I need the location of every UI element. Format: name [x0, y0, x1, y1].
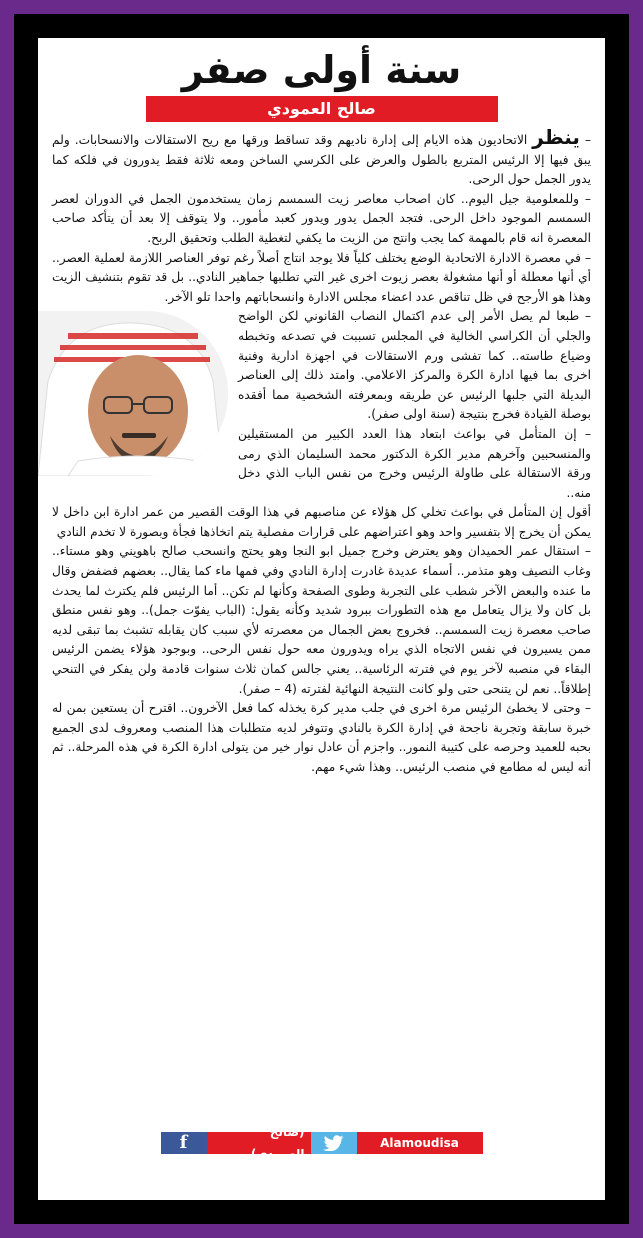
article-paper [38, 38, 605, 1200]
paragraph-1: – ينظر الاتحاديون هذه الايام إلى إدارة ناديهم وقد تساقط ورقها مع ريح الاستقالات والانسحابات. ولم يبق فيها إلا الرئيس المتربع بالطول والعرض على الكرسي الساخن ومعه ثلاثة فقط يدورون في فلكه كما يدور الجمل حول الرحى. [52, 125, 592, 187]
inner-black-border [28, 28, 615, 1210]
paragraph-4: – طبعا لم يصل الأمر إلى عدم اكتمال النصاب القانوني لكن الواضح والجلي أن الكراسي الخالية في المجلس تسببت في تصدعه وتخبطه وضياع طاسته.. كما تفشى ورم الاستقالات في اجهزة ادارية وفنية اخرى بما فيها ادارة الكرة والمركز الاعلامي. وامتد ذلك إلى العناصر البديلة التي جلبها الرئيس عن طريقه وبمعرفته الشخصية مما أفقده بوصلة القيادة فخرج بنتيجة (سنة اولى صفر). [238, 309, 591, 422]
facebook-name: (صالح العمودي) [207, 1132, 311, 1154]
author-photo [38, 311, 228, 476]
twitter-icon [311, 1132, 357, 1154]
paragraph-2: – وللمعلومية جيل اليوم.. كان اصحاب معاصر زيت السمسم زمان يستخدمون الجمل في الدوران لعصر السمسم الموجود داخل الرحى. فتجد الجمل يدور ويدور كعبد مأمور.. ولا يتوقف إلا بعد أن يتأكد صاحب المعصرة انه قام بالمهمة كما يجب وانتج من الزيت ما يكفي لتغطية الطلب وتحقيق الربح. [52, 191, 591, 245]
paragraph-8: – وحتى لا يخطئ الرئيس مرة اخرى في جلب مدير كرة يخذله كما فعل الآخرون.. اقترح أن يستعين بمن له خبرة سابقة وتجربة ناجحة في إدارة الكرة بالنادي وتتوفر لديه متطلبات هذا المنصب ومعروف لدى الجميع بحبه للعميد وحرصه على كتيبة النمور.. واجزم أن عادل نوار خير من يتولى ادارة الكرة في هذه المرحلة.. ثم أنه ليس له مطامع في منصب الرئيس.. وهذا شيء مهم. [52, 701, 591, 774]
facebook-icon [161, 1132, 207, 1154]
twitter-handle: Alamoudisa [357, 1132, 483, 1154]
author-portrait-image [38, 311, 228, 476]
paragraph-5: – إن المتأمل في بواعث ابتعاد هذا العدد الكبير من المستقيلين والمنسحبين وآخرهم مدير الكرة الدكتور محمد السليمان الذي رمى ورقة الاستقالة على طاولة الرئيس وخرج من نفس الباب الذي دخل منه.. [238, 426, 591, 500]
social-footer [38, 1125, 605, 1161]
twitter-bird-icon [323, 1135, 345, 1151]
paragraph-3: – في معصرة الادارة الاتحادية الوضع يختلف كلياً فلا يوجد انتاج أصلاً رغم توفر العناصر اللازمة لعملية العصر.. أي أنها معطلة أو أنها مشغولة بعصر زيوت اخرى غير التي تطلبها جماهير النادي.. بل قد تقوم بتنشيف الزيت وهذا هو الأرجح في ظل تناقص عدد اعضاء مجلس الادارة وانسحاباتهم واحدا تلو الآخر. [52, 250, 591, 304]
paragraph-1-text: الاتحاديون هذه الايام إلى إدارة ناديهم وقد تساقط ورقها مع ريح الاستقالات والانسحابات. ولم يبق فيها إلا الرئيس المتربع بالطول والعرض على الكرسي الساخن ومعه ثلاثة فقط يدورون في فلكه كما يدور الجمل حول الرحى. [52, 133, 591, 187]
author-name: صالح العمودي [146, 96, 498, 122]
lead-word: ينظر [532, 125, 580, 149]
paragraph-6: أقول إن المتأمل في بواعث تخلي كل هؤلاء عن مناصبهم في هذا الوقت القصير من عمر ادارة ابن داخل لا يمكن أن يخرج إلا بتفسير واحد وهو اعتراضهم على قرارات مفصلية يتم اتخاذها فجأة وبصورة لا تخدم النادي [52, 505, 591, 539]
paragraph-7: – استقال عمر الحميدان وهو يعترض وخرج جميل ابو النجا وهو يحتج وانسحب صالح باهويني وهو مستاء.. وغاب النصيف وهو متذمر.. أسماء عديدة غادرت إدارة النادي وفي فمها ماء كما يقال.. بعضهم فضفض وقال ما عنده والبعض الآخر شطب على التجربة وطوى الصفحة وكأنها لم تكن.. أما الرئيس فلم يكترث لما يحدث بل كان ولا يزال يتعامل مع هذه التطورات ببرود شديد وكأنه يقول: (الباب يفوّت جمل).. وهو نفس منطق صاحب معصرة زيت السمسم.. فخروج بعض الجمال من معصرته لأي سبب كان يقابله تشبث بما تبقى لديه ممن يسيرون في نفس الاتجاه الذي يراه ويدورون معه حول نفس الرحى.. وبوجود هؤلاء يضمن الرئيس البقاء في منصبه لآخر يوم في فترته الرئاسية.. يعني جالس كمان ثلاث سنوات قادمة ولن يفكر في التنحي إطلاقاً.. نعم لن يتنحى حتى ولو كانت النتيجة النهائية لفترته (4 – صفر). [52, 544, 591, 696]
article-title: سنة أولى صفر [181, 48, 462, 92]
facebook-glyph: f [179, 1132, 188, 1153]
article-body [52, 125, 592, 778]
